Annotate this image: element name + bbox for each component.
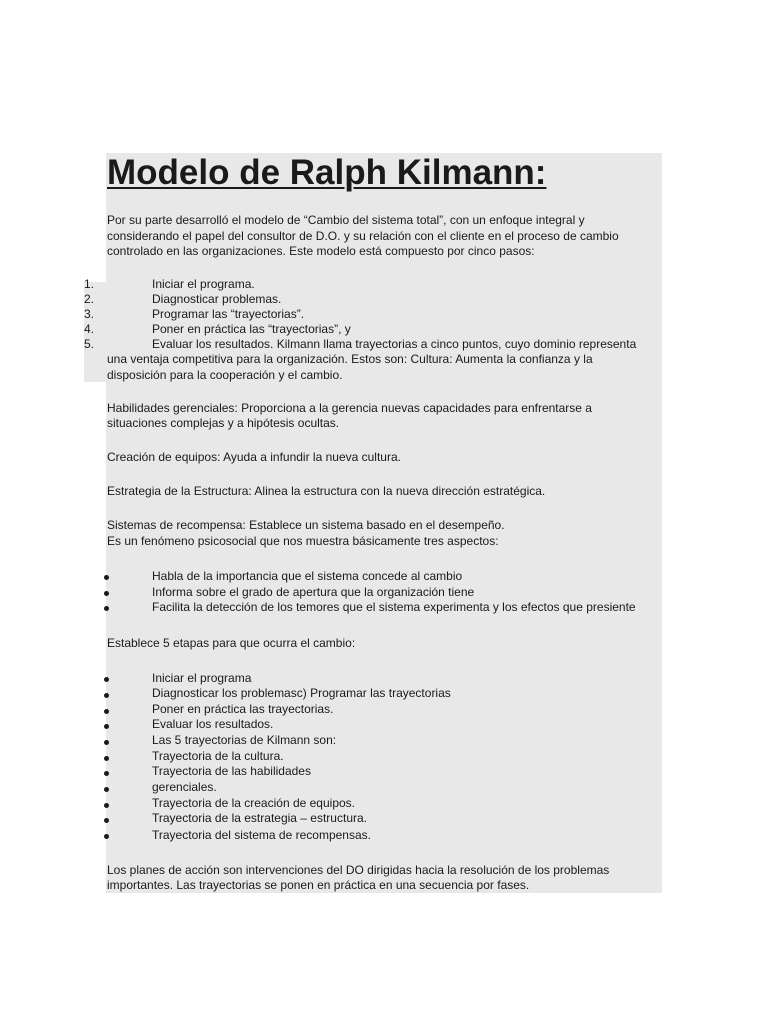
intro-line: Por su parte desarrolló el modelo de “Cambio del sistema total”, con un enfoque integral y [107, 213, 585, 227]
intro-line: controlado en las organizaciones. Este modelo está compuesto por cinco pasos: [107, 244, 535, 258]
etapa-item: gerenciales. [152, 780, 217, 794]
bullet-icon [104, 803, 109, 808]
etapa-item: Trayectoria de la estrategia – estructura. [152, 811, 367, 825]
bullet-icon [104, 677, 109, 682]
step-text: Diagnosticar problemas. [152, 292, 282, 306]
bullet-icon [104, 709, 109, 714]
intro-line: considerando el papel del consultor de D.O. y su relación con el cliente en el proceso de cambio [107, 229, 619, 243]
page-title: Modelo de Ralph Kilmann: [107, 153, 547, 192]
bullet-icon [104, 606, 109, 611]
bullet-icon [104, 834, 109, 839]
bullet-icon [104, 787, 109, 792]
step-text: Evaluar los resultados. Kilmann llama trayectorias a cinco puntos, cuyo dominio representa [152, 337, 637, 351]
etapa-item: Trayectoria de las habilidades [152, 764, 311, 778]
sistemas-paragraph: Sistemas de recompensa: Establece un sistema basado en el desempeño. [107, 518, 505, 532]
bullet-icon [104, 740, 109, 745]
bullet-icon [104, 756, 109, 761]
step-text: Programar las “trayectorias”. [152, 307, 305, 321]
bullet-icon [104, 818, 109, 823]
step5-continuation: disposición para la cooperación y el cambio. [107, 368, 343, 382]
bullet-icon [104, 693, 109, 698]
sistemas-paragraph: Es un fenómeno psicosocial que nos muestra básicamente tres aspectos: [107, 534, 499, 548]
etapa-item: Trayectoria del sistema de recompensas. [152, 828, 371, 842]
step5-continuation: una ventaja competitiva para la organización. Estos son: Cultura: Aumenta la confianza y la [107, 352, 593, 366]
habilidades-paragraph: Habilidades gerenciales: Proporciona a la gerencia nuevas capacidades para enfrentarse a [107, 401, 592, 415]
closing-paragraph: Los planes de acción son intervenciones del DO dirigidas hacia la resolución de los problemas [107, 863, 610, 877]
habilidades-paragraph: situaciones complejas y a hipótesis ocultas. [107, 416, 340, 430]
step-text: Iniciar el programa. [152, 277, 255, 291]
etapa-item: Trayectoria de la creación de equipos. [152, 796, 356, 810]
bullet-icon [104, 575, 109, 580]
etapa-item: Poner en práctica las trayectorias. [152, 702, 334, 716]
etapa-item: Trayectoria de la cultura. [152, 749, 284, 763]
estrategia-paragraph: Estrategia de la Estructura: Alinea la estructura con la nueva dirección estratégica. [107, 484, 546, 498]
etapas-intro: Establece 5 etapas para que ocurra el cambio: [107, 636, 356, 650]
creacion-paragraph: Creación de equipos: Ayuda a infundir la nueva cultura. [107, 450, 401, 464]
step-number: 1. [84, 277, 95, 291]
etapa-item: Iniciar el programa [152, 671, 252, 685]
bullet-icon [104, 591, 109, 596]
step-number: 2. [84, 292, 95, 306]
step-text: Poner en práctica las “trayectorias”, y [152, 322, 351, 336]
etapa-item: Las 5 trayectorias de Kilmann son: [152, 733, 337, 747]
closing-paragraph: importantes. Las trayectorias se ponen en práctica en una secuencia por fases. [107, 878, 530, 892]
aspect-item: Habla de la importancia que el sistema concede al cambio [152, 569, 463, 583]
aspect-item: Facilita la detección de los temores que el sistema experimenta y los efectos que presiente [152, 600, 636, 614]
bullet-icon [104, 771, 109, 776]
step-number: 3. [84, 307, 95, 321]
bullet-icon [104, 724, 109, 729]
etapa-item: Evaluar los resultados. [152, 717, 274, 731]
step-number: 5. [84, 337, 95, 351]
aspect-item: Informa sobre el grado de apertura que la organización tiene [152, 585, 475, 599]
etapa-item: Diagnosticar los problemasc) Programar las trayectorias [152, 686, 451, 700]
step-number: 4. [84, 322, 95, 336]
